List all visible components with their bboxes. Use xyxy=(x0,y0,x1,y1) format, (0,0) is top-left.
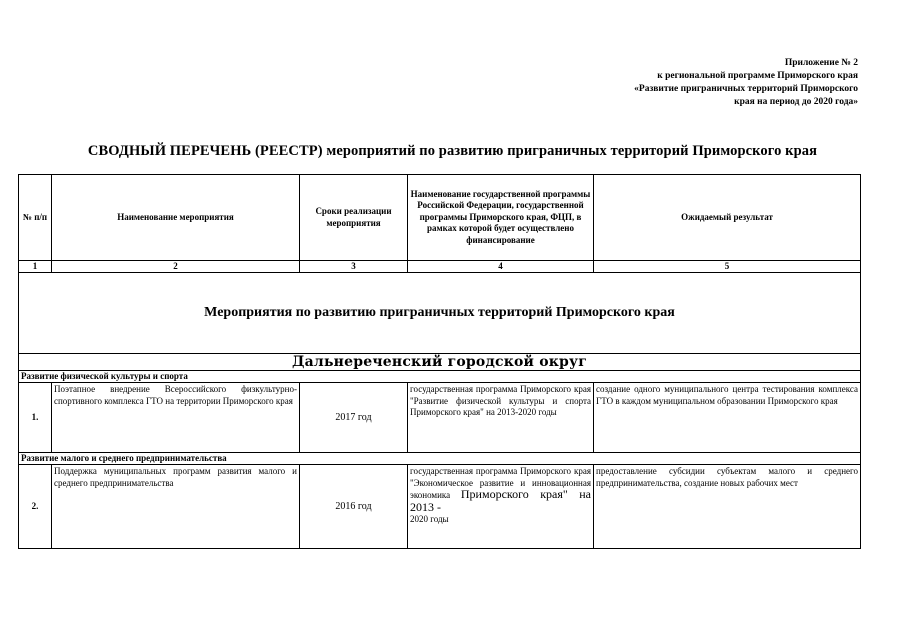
header-result: Ожидаемый результат xyxy=(594,175,861,261)
subsection-title: Развитие физической культуры и спорта xyxy=(19,371,861,383)
measure-term: 2017 год xyxy=(300,383,408,453)
appendix-line: Приложение № 2 xyxy=(784,58,858,68)
column-number: 4 xyxy=(408,261,594,273)
appendix-line: «Развитие приграничных территорий Приморского xyxy=(634,84,858,94)
header-num: № п/п xyxy=(19,175,52,261)
header-term: Сроки реализации мероприятия xyxy=(300,175,408,261)
column-number-row xyxy=(19,261,861,273)
appendix-line: края на период до 2020 года» xyxy=(734,97,858,107)
header-name: Наименование мероприятия xyxy=(52,175,300,261)
column-number: 5 xyxy=(594,261,861,273)
measure-term: 2016 год xyxy=(300,465,408,549)
program-text: государственная программа Приморского края "Экономическое развитие и инновационная экономика xyxy=(410,466,591,500)
measure-name: Поддержка муниципальных программ развития малого и среднего предпринимательства xyxy=(52,465,300,549)
measure-program xyxy=(408,465,594,549)
subsection-row xyxy=(19,371,861,383)
subsection-row xyxy=(19,453,861,465)
program-text-large: Приморского края" на 2013 - xyxy=(410,487,591,514)
table-header-row xyxy=(19,175,861,261)
measure-program: государственная программа Приморского края "Развитие физической культуры и спорта Приморского края" на 2013-2020 годы xyxy=(408,383,594,453)
column-number: 2 xyxy=(52,261,300,273)
table-row xyxy=(19,465,861,549)
header-program: Наименование государственной программы Российской Федерации, государственной программы Приморского края, ФЦП, в рамках которой будет осуществлено финансирование xyxy=(408,175,594,261)
row-number: 2. xyxy=(19,465,52,549)
district-title: Дальнереченский городской округ xyxy=(19,354,861,371)
program-text: 2020 годы xyxy=(410,514,449,524)
section-row xyxy=(19,273,861,354)
appendix-line: к региональной программе Приморского края xyxy=(657,71,858,81)
registry-table xyxy=(18,174,861,549)
appendix-block xyxy=(498,57,858,109)
table-row xyxy=(19,383,861,453)
measure-result: создание одного муниципального центра тестирования комплекса ГТО в каждом муниципальном образовании Приморского края xyxy=(594,383,861,453)
section-title: Мероприятия по развитию приграничных территорий Приморского края xyxy=(19,273,861,354)
measure-name: Поэтапное внедрение Всероссийского физкультурно-спортивного комплекса ГТО на территории Приморского края xyxy=(52,383,300,453)
column-number: 1 xyxy=(19,261,52,273)
document-title: СВОДНЫЙ ПЕРЕЧЕНЬ (РЕЕСТР) мероприятий по развитию приграничных территорий Приморского края xyxy=(87,143,818,159)
row-number: 1. xyxy=(19,383,52,453)
column-number: 3 xyxy=(300,261,408,273)
district-row xyxy=(19,354,861,371)
measure-result: предоставление субсидии субъектам малого и среднего предпринимательства, создание новых рабочих мест xyxy=(594,465,861,549)
subsection-title: Развитие малого и среднего предпринимательства xyxy=(19,453,861,465)
